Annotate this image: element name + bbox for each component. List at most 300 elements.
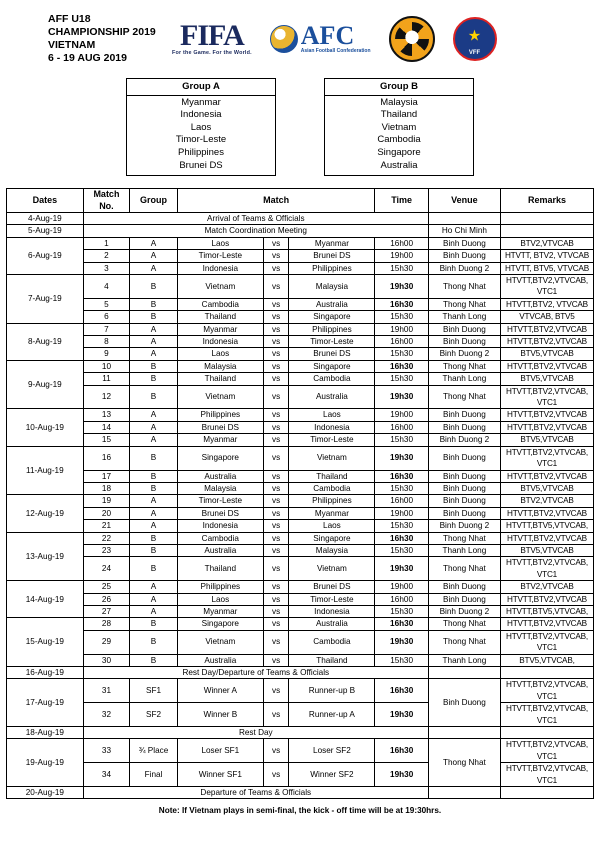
cell-venue: Binh Duong 2 <box>428 262 500 274</box>
cell-group: B <box>130 618 178 630</box>
table-row <box>7 482 594 494</box>
cell-home-team: Myanmar <box>177 605 263 617</box>
cell-venue: Binh Duong <box>428 507 500 519</box>
cell-time: 19h00 <box>375 581 428 593</box>
info-row <box>7 727 594 739</box>
event-title <box>6 13 166 65</box>
cell-away-team: Cambodia <box>289 630 375 654</box>
cell-away-team: Indonesia <box>289 605 375 617</box>
cell-time: 16h00 <box>375 336 428 348</box>
cell-remarks: BTV5,VTVCAB <box>500 434 593 446</box>
cell-date: 13-Aug-19 <box>7 532 84 581</box>
cell-match-no: 2 <box>83 250 129 262</box>
cell-time: 16h00 <box>375 495 428 507</box>
table-row <box>7 298 594 310</box>
cell-group: B <box>130 298 178 310</box>
cell-venue: Binh Duong <box>428 679 500 727</box>
cell-match-no: 5 <box>83 298 129 310</box>
cell-group: SF2 <box>130 703 178 727</box>
cell-time: 15h30 <box>375 520 428 532</box>
cell-venue: Thong Nhat <box>428 618 500 630</box>
col-group: Group <box>130 189 178 213</box>
cell-home-team: Winner SF1 <box>177 763 263 787</box>
cell-group: B <box>130 385 178 409</box>
group-b-team: Australia <box>380 159 418 171</box>
group-a-box <box>126 78 276 176</box>
cell-vs: vs <box>263 581 289 593</box>
event-title-line-3: VIETNAM <box>48 39 96 51</box>
cell-venue: Thanh Long <box>428 544 500 556</box>
cell-venue: Binh Duong 2 <box>428 520 500 532</box>
cell-time: 19h00 <box>375 323 428 335</box>
cell-time: 19h30 <box>375 446 428 470</box>
cell-away-team: Cambodia <box>289 373 375 385</box>
table-row <box>7 446 594 470</box>
cell-remarks: HTVTT,BTV2,VTVCAB <box>500 421 593 433</box>
cell-vs: vs <box>263 409 289 421</box>
table-row <box>7 237 594 249</box>
cell-away-team: Timor-Leste <box>289 434 375 446</box>
cell-time: 16h30 <box>375 618 428 630</box>
cell-vs: vs <box>263 593 289 605</box>
group-b-team: Malaysia <box>380 96 418 108</box>
cell-date: 5-Aug-19 <box>7 225 84 237</box>
vff-logo <box>453 17 497 61</box>
cell-time: 15h30 <box>375 311 428 323</box>
col-dates: Dates <box>7 189 84 213</box>
col-time: Time <box>375 189 428 213</box>
info-row <box>7 667 594 679</box>
table-header-row <box>7 189 594 213</box>
cell-venue: Thanh Long <box>428 311 500 323</box>
table-row <box>7 557 594 581</box>
cell-vs: vs <box>263 532 289 544</box>
cell-vs: vs <box>263 237 289 249</box>
cell-vs: vs <box>263 544 289 556</box>
cell-venue <box>428 787 500 799</box>
cell-vs: vs <box>263 630 289 654</box>
cell-vs: vs <box>263 495 289 507</box>
cell-date: 20-Aug-19 <box>7 787 84 799</box>
cell-info-text: Arrival of Teams & Officials <box>83 212 428 224</box>
cell-vs: vs <box>263 679 289 703</box>
cell-match-no: 15 <box>83 434 129 446</box>
cell-group: B <box>130 654 178 666</box>
cell-remarks: HTVTT,BTV2,VTVCAB, VTC1 <box>500 763 593 787</box>
cell-match-no: 6 <box>83 311 129 323</box>
cell-home-team: Cambodia <box>177 532 263 544</box>
cell-home-team: Loser SF1 <box>177 739 263 763</box>
info-row <box>7 787 594 799</box>
cell-home-team: Philippines <box>177 581 263 593</box>
cell-match-no: 19 <box>83 495 129 507</box>
cell-remarks <box>500 727 593 739</box>
afc-subtitle: Asian Football Confederation <box>300 48 371 54</box>
cell-date: 7-Aug-19 <box>7 275 84 324</box>
cell-vs: vs <box>263 520 289 532</box>
cell-date: 18-Aug-19 <box>7 727 84 739</box>
cell-time: 15h30 <box>375 348 428 360</box>
cell-remarks: BTV2,VTVCAB <box>500 237 593 249</box>
cell-venue: Binh Duong 2 <box>428 348 500 360</box>
cell-match-no: 25 <box>83 581 129 593</box>
group-b-team: Thailand <box>380 109 418 121</box>
group-a-team: Myanmar <box>181 96 221 108</box>
cell-away-team: Timor-Leste <box>289 336 375 348</box>
cell-match-no: 22 <box>83 532 129 544</box>
cell-venue: Binh Duong <box>428 593 500 605</box>
event-title-line-4: 6 - 19 AUG 2019 <box>48 52 127 64</box>
cell-group: A <box>130 323 178 335</box>
cell-match-no: 3 <box>83 262 129 274</box>
cell-away-team: Laos <box>289 520 375 532</box>
cell-time: 19h30 <box>375 385 428 409</box>
cell-group: B <box>130 557 178 581</box>
cell-date: 9-Aug-19 <box>7 360 84 409</box>
cell-match-no: 26 <box>83 593 129 605</box>
table-row <box>7 544 594 556</box>
cell-vs: vs <box>263 298 289 310</box>
cell-venue: Binh Duong <box>428 446 500 470</box>
cell-away-team: Indonesia <box>289 421 375 433</box>
table-row <box>7 262 594 274</box>
cell-remarks: HTVTT,BTV2,VTVCAB <box>500 593 593 605</box>
cell-venue: Binh Duong <box>428 470 500 482</box>
cell-away-team: Brunei DS <box>289 348 375 360</box>
cell-time: 15h30 <box>375 654 428 666</box>
group-a-team: Laos <box>190 121 212 133</box>
info-row <box>7 225 594 237</box>
groups-section <box>6 78 594 176</box>
cell-group: B <box>130 544 178 556</box>
cell-remarks: HTVTT,BTV2,VTVCAB, VTC1 <box>500 703 593 727</box>
cell-match-no: 27 <box>83 605 129 617</box>
cell-time: 15h30 <box>375 434 428 446</box>
cell-vs: vs <box>263 262 289 274</box>
cell-venue <box>428 727 500 739</box>
cell-group: A <box>130 495 178 507</box>
cell-match-no: 28 <box>83 618 129 630</box>
cell-match-no: 9 <box>83 348 129 360</box>
cell-away-team: Australia <box>289 618 375 630</box>
cell-venue: Binh Duong <box>428 250 500 262</box>
cell-away-team: Brunei DS <box>289 581 375 593</box>
cell-date: 16-Aug-19 <box>7 667 84 679</box>
cell-date: 14-Aug-19 <box>7 581 84 618</box>
cell-vs: vs <box>263 507 289 519</box>
cell-away-team: Vietnam <box>289 557 375 581</box>
cell-group: B <box>130 446 178 470</box>
cell-remarks: BTV2,VTVCAB <box>500 495 593 507</box>
cell-away-team: Australia <box>289 385 375 409</box>
cell-match-no: 24 <box>83 557 129 581</box>
cell-match-no: 32 <box>83 703 129 727</box>
cell-home-team: Timor-Leste <box>177 250 263 262</box>
cell-home-team: Philippines <box>177 409 263 421</box>
cell-remarks: HTVTT,BTV2,VTVCAB, VTC1 <box>500 385 593 409</box>
table-row <box>7 739 594 763</box>
cell-time: 19h00 <box>375 409 428 421</box>
table-row <box>7 605 594 617</box>
cell-home-team: Vietnam <box>177 385 263 409</box>
cell-vs: vs <box>263 421 289 433</box>
cell-remarks: HTVTT,BTV2,VTVCAB <box>500 470 593 482</box>
table-row <box>7 703 594 727</box>
cell-group: A <box>130 421 178 433</box>
cell-time: 16h00 <box>375 421 428 433</box>
cell-vs: vs <box>263 654 289 666</box>
cell-venue: Thong Nhat <box>428 275 500 299</box>
cell-remarks: HTVTT,BTV2,VTVCAB <box>500 507 593 519</box>
col-match-no: Match No. <box>83 189 129 213</box>
cell-group: B <box>130 482 178 494</box>
cell-match-no: 18 <box>83 482 129 494</box>
cell-home-team: Singapore <box>177 618 263 630</box>
cell-remarks: HTVTT,BTV2,VTVCAB <box>500 360 593 372</box>
cell-home-team: Myanmar <box>177 434 263 446</box>
table-row <box>7 593 594 605</box>
cell-venue: Thong Nhat <box>428 532 500 544</box>
afc-ball-icon <box>270 25 298 53</box>
cell-group: A <box>130 262 178 274</box>
cell-group: A <box>130 520 178 532</box>
cell-home-team: Cambodia <box>177 298 263 310</box>
cell-venue: Thong Nhat <box>428 739 500 787</box>
table-row <box>7 385 594 409</box>
event-title-line-1: AFF U18 <box>48 13 91 25</box>
cell-group: A <box>130 593 178 605</box>
cell-time: 15h30 <box>375 373 428 385</box>
table-row <box>7 336 594 348</box>
table-row <box>7 275 594 299</box>
cell-time: 16h00 <box>375 237 428 249</box>
cell-remarks: HTVTT,BTV2, VTVCAB <box>500 298 593 310</box>
cell-remarks: HTVTT, BTV2, VTVCAB <box>500 250 593 262</box>
col-venue: Venue <box>428 189 500 213</box>
cell-match-no: 34 <box>83 763 129 787</box>
cell-away-team: Singapore <box>289 311 375 323</box>
table-row <box>7 421 594 433</box>
table-row <box>7 360 594 372</box>
cell-home-team: Brunei DS <box>177 421 263 433</box>
cell-match-no: 30 <box>83 654 129 666</box>
cell-match-no: 29 <box>83 630 129 654</box>
cell-home-team: Laos <box>177 593 263 605</box>
cell-remarks: HTVTT,BTV2,VTVCAB <box>500 336 593 348</box>
group-a-team: Philippines <box>178 146 224 158</box>
cell-group: B <box>130 470 178 482</box>
cell-venue: Binh Duong 2 <box>428 434 500 446</box>
cell-group: B <box>130 630 178 654</box>
cell-time: 16h30 <box>375 532 428 544</box>
cell-time: 16h30 <box>375 739 428 763</box>
cell-group: A <box>130 250 178 262</box>
cell-home-team: Myanmar <box>177 323 263 335</box>
cell-group: Final <box>130 763 178 787</box>
cell-home-team: Indonesia <box>177 262 263 274</box>
cell-home-team: Laos <box>177 348 263 360</box>
cell-venue <box>428 667 500 679</box>
table-row <box>7 373 594 385</box>
cell-home-team: Malaysia <box>177 482 263 494</box>
group-a-title: Group A <box>127 81 275 96</box>
cell-group: A <box>130 434 178 446</box>
cell-vs: vs <box>263 311 289 323</box>
cell-group: A <box>130 348 178 360</box>
cell-venue: Ho Chi Minh <box>428 225 500 237</box>
cell-venue: Binh Duong <box>428 323 500 335</box>
cell-match-no: 16 <box>83 446 129 470</box>
cell-vs: vs <box>263 470 289 482</box>
afc-logo <box>270 21 371 54</box>
cell-venue: Thong Nhat <box>428 630 500 654</box>
cell-date: 11-Aug-19 <box>7 446 84 495</box>
cell-away-team: Runner-up A <box>289 703 375 727</box>
cell-home-team: Malaysia <box>177 360 263 372</box>
cell-venue: Thong Nhat <box>428 385 500 409</box>
cell-match-no: 13 <box>83 409 129 421</box>
cell-date: 10-Aug-19 <box>7 409 84 446</box>
cell-venue <box>428 212 500 224</box>
cell-away-team: Philippines <box>289 262 375 274</box>
cell-match-no: 1 <box>83 237 129 249</box>
cell-remarks: HTVTT,BTV2,VTVCAB, VTC1 <box>500 275 593 299</box>
cell-remarks: BTV5,VTVCAB <box>500 373 593 385</box>
cell-vs: vs <box>263 360 289 372</box>
cell-venue: Binh Duong <box>428 237 500 249</box>
cell-date: 12-Aug-19 <box>7 495 84 532</box>
cell-home-team: Indonesia <box>177 336 263 348</box>
table-row <box>7 507 594 519</box>
cell-match-no: 17 <box>83 470 129 482</box>
fifa-logo <box>172 19 252 56</box>
cell-remarks <box>500 212 593 224</box>
fifa-tagline: For the Game. For the World. <box>172 50 252 56</box>
cell-remarks <box>500 667 593 679</box>
cell-remarks: BTV5,VTVCAB <box>500 482 593 494</box>
cell-vs: vs <box>263 385 289 409</box>
cell-group: A <box>130 237 178 249</box>
table-row <box>7 311 594 323</box>
cell-venue: Binh Duong <box>428 409 500 421</box>
cell-vs: vs <box>263 763 289 787</box>
cell-group: B <box>130 311 178 323</box>
cell-venue: Thanh Long <box>428 373 500 385</box>
cell-away-team: Singapore <box>289 360 375 372</box>
cell-time: 15h30 <box>375 262 428 274</box>
cell-time: 19h30 <box>375 275 428 299</box>
cell-vs: vs <box>263 323 289 335</box>
cell-match-no: 11 <box>83 373 129 385</box>
cell-date: 4-Aug-19 <box>7 212 84 224</box>
cell-home-team: Laos <box>177 237 263 249</box>
cell-remarks: BTV5,VTVCAB <box>500 544 593 556</box>
cell-remarks: BTV5,VTVCAB, <box>500 654 593 666</box>
cell-vs: vs <box>263 739 289 763</box>
cell-away-team: Timor-Leste <box>289 593 375 605</box>
table-row <box>7 250 594 262</box>
table-row <box>7 630 594 654</box>
cell-info-text: Rest Day/Departure of Teams & Officials <box>83 667 428 679</box>
table-body <box>7 212 594 799</box>
cell-match-no: 4 <box>83 275 129 299</box>
cell-vs: vs <box>263 275 289 299</box>
afc-wordmark: AFC <box>300 21 355 50</box>
cell-away-team: Malaysia <box>289 275 375 299</box>
star-icon: ★ <box>467 27 482 45</box>
cell-time: 16h00 <box>375 593 428 605</box>
cell-remarks: HTVTT,BTV2,VTVCAB <box>500 618 593 630</box>
cell-remarks: HTVTT,BTV5,VTVCAB, <box>500 605 593 617</box>
cell-away-team: Myanmar <box>289 507 375 519</box>
cell-remarks: HTVTT,BTV2,VTVCAB, VTC1 <box>500 739 593 763</box>
cell-venue: Thong Nhat <box>428 557 500 581</box>
footer-note: Note: If Vietnam plays in semi-final, the kick - off time will be at 19:30hrs. <box>158 806 442 816</box>
cell-group: B <box>130 532 178 544</box>
cell-away-team: Singapore <box>289 532 375 544</box>
fifa-wordmark: FIFA <box>180 19 244 52</box>
cell-match-no: 21 <box>83 520 129 532</box>
cell-group: ¾ Place <box>130 739 178 763</box>
group-b-team: Vietnam <box>381 121 417 133</box>
group-b-team: Cambodia <box>377 134 421 146</box>
cell-date: 17-Aug-19 <box>7 679 84 727</box>
cell-info-text: Departure of Teams & Officials <box>83 787 428 799</box>
table-row <box>7 434 594 446</box>
cell-time: 15h30 <box>375 544 428 556</box>
cell-info-text: Rest Day <box>83 727 428 739</box>
cell-remarks: HTVTT,BTV2,VTVCAB, VTC1 <box>500 446 593 470</box>
cell-time: 15h30 <box>375 605 428 617</box>
cell-home-team: Singapore <box>177 446 263 470</box>
group-b-team: Singapore <box>377 146 421 158</box>
cell-home-team: Indonesia <box>177 520 263 532</box>
group-a-team: Brunei DS <box>179 159 223 171</box>
cell-away-team: Vietnam <box>289 446 375 470</box>
info-row <box>7 212 594 224</box>
cell-time: 16h30 <box>375 360 428 372</box>
cell-group: A <box>130 409 178 421</box>
cell-away-team: Thailand <box>289 470 375 482</box>
cell-away-team: Cambodia <box>289 482 375 494</box>
group-a-team: Timor-Leste <box>175 134 227 146</box>
cell-vs: vs <box>263 348 289 360</box>
cell-home-team: Winner A <box>177 679 263 703</box>
cell-venue: Thong Nhat <box>428 360 500 372</box>
cell-info-text: Match Coordination Meeting <box>83 225 428 237</box>
cell-home-team: Vietnam <box>177 630 263 654</box>
cell-away-team: Winner SF2 <box>289 763 375 787</box>
table-row <box>7 679 594 703</box>
cell-venue: Binh Duong <box>428 336 500 348</box>
cell-vs: vs <box>263 557 289 581</box>
cell-venue: Binh Duong <box>428 421 500 433</box>
col-match: Match <box>177 189 375 213</box>
cell-date: 19-Aug-19 <box>7 739 84 787</box>
cell-away-team: Malaysia <box>289 544 375 556</box>
table-row <box>7 618 594 630</box>
cell-match-no: 10 <box>83 360 129 372</box>
table-row <box>7 532 594 544</box>
cell-vs: vs <box>263 373 289 385</box>
cell-away-team: Philippines <box>289 495 375 507</box>
table-row <box>7 495 594 507</box>
cell-match-no: 12 <box>83 385 129 409</box>
cell-remarks: HTVTT, BTV5, VTVCAB <box>500 262 593 274</box>
col-remarks: Remarks <box>500 189 593 213</box>
cell-remarks <box>500 787 593 799</box>
cell-time: 19h30 <box>375 763 428 787</box>
